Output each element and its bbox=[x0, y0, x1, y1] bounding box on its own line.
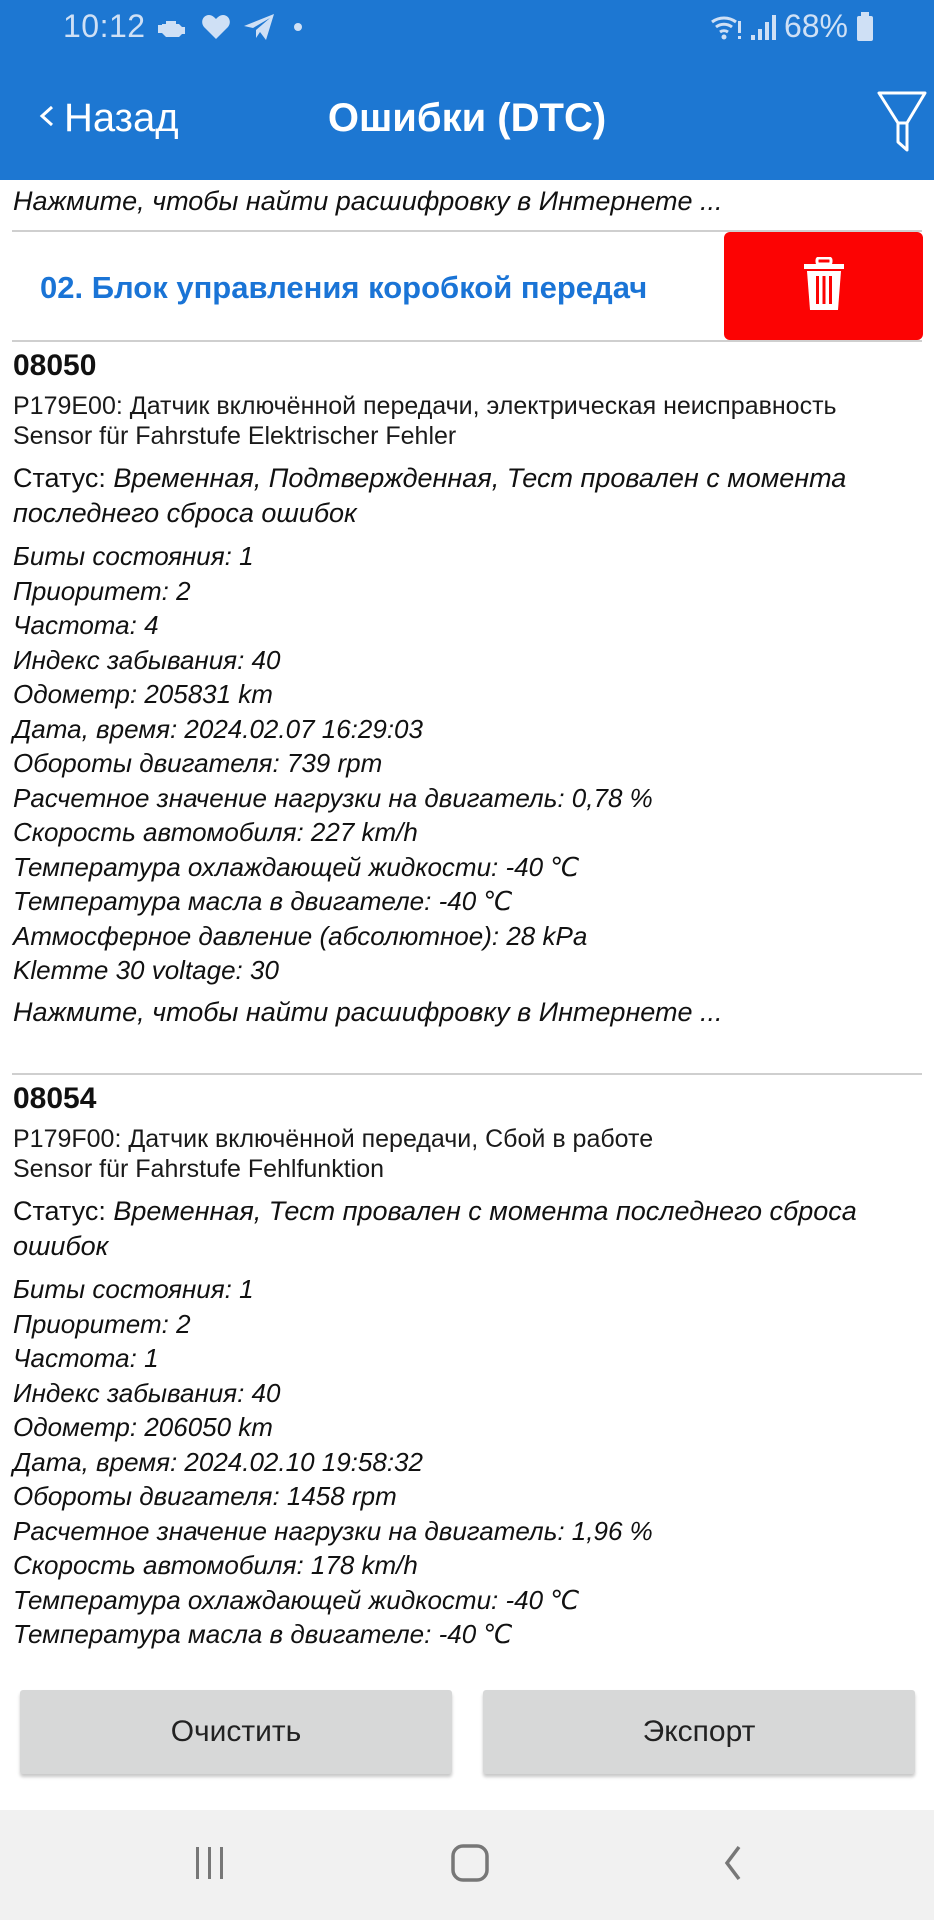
recent-apps-button[interactable] bbox=[165, 1835, 255, 1895]
status-label: Статус: bbox=[13, 463, 106, 493]
dtc-item[interactable] bbox=[13, 1078, 923, 1652]
status-bar bbox=[0, 0, 934, 56]
param-vehicle-speed: Скорость автомобиля: 227 km/h bbox=[13, 817, 418, 847]
battery-icon bbox=[856, 12, 874, 42]
wifi-icon bbox=[710, 13, 742, 41]
param-atmospheric-pressure: Атмосферное давление (абсолютное): 28 kPa bbox=[13, 920, 588, 951]
param-coolant-temp: Температура охлаждающей жидкости: -40 ℃ bbox=[13, 851, 580, 882]
param-engine-load: Расчетное значение нагрузки на двигатель: 1,96 % bbox=[13, 1515, 653, 1546]
telegram-icon bbox=[244, 14, 274, 40]
param-vehicle-speed: Скорость автомобиля: 178 km/h bbox=[13, 1550, 418, 1580]
param-frequency: Частота: 4 bbox=[13, 610, 159, 640]
status-time: 10:12 bbox=[63, 8, 146, 44]
dtc-params bbox=[13, 539, 923, 988]
back-icon bbox=[717, 1843, 747, 1888]
search-online-link[interactable]: Нажмите, чтобы найти расшифровку в Интернете ... bbox=[13, 996, 723, 1027]
system-back-button[interactable] bbox=[687, 1835, 777, 1895]
param-priority: Приоритет: 2 bbox=[13, 1308, 191, 1339]
status-value: Временная, Тест провален с момента последнего сброса ошибок bbox=[13, 1196, 857, 1261]
param-coolant-temp: Температура охлаждающей жидкости: -40 ℃ bbox=[13, 1584, 580, 1615]
param-odometer: Одометр: 206050 km bbox=[13, 1412, 273, 1442]
param-oil-temp: Температура масла в двигателе: -40 ℃ bbox=[13, 1619, 513, 1649]
home-icon bbox=[450, 1843, 490, 1888]
signal-icon bbox=[750, 13, 776, 41]
param-forget-index: Индекс забывания: 40 bbox=[13, 644, 281, 675]
trash-icon bbox=[803, 257, 845, 316]
dtc-code: 08054 bbox=[13, 1082, 97, 1115]
page-title: Ошибки (DTC) bbox=[327, 96, 607, 140]
param-datetime: Дата, время: 2024.02.10 19:58:32 bbox=[13, 1446, 423, 1477]
app-bar bbox=[0, 56, 934, 180]
filter-button[interactable] bbox=[876, 90, 928, 154]
param-status-bits: Биты состояния: 1 bbox=[13, 1274, 254, 1304]
dtc-item[interactable] bbox=[13, 345, 923, 1030]
dtc-description-ru: P179F00: Датчик включённой передачи, Сбой в работе bbox=[13, 1125, 654, 1153]
dtc-description-ru: P179E00: Датчик включённой передачи, электрическая неисправность bbox=[13, 392, 837, 420]
recent-apps-icon bbox=[190, 1845, 230, 1886]
param-engine-load: Расчетное значение нагрузки на двигатель: 0,78 % bbox=[13, 782, 653, 813]
clear-button[interactable]: Очистить bbox=[20, 1690, 452, 1774]
param-forget-index: Индекс забывания: 40 bbox=[13, 1377, 281, 1408]
param-odometer: Одометр: 205831 km bbox=[13, 679, 273, 709]
dtc-description-de: Sensor für Fahrstufe Fehlfunktion bbox=[13, 1155, 385, 1183]
dtc-code: 08050 bbox=[13, 349, 97, 382]
dtc-status bbox=[13, 461, 923, 531]
dot-icon bbox=[288, 17, 308, 37]
param-oil-temp: Температура масла в двигателе: -40 ℃ bbox=[13, 886, 513, 916]
param-engine-rpm: Обороты двигателя: 1458 rpm bbox=[13, 1481, 397, 1511]
back-label: Назад bbox=[64, 96, 179, 140]
section-title: 02. Блок управления коробкой передач bbox=[40, 270, 648, 305]
home-button[interactable] bbox=[425, 1835, 515, 1895]
delete-button[interactable] bbox=[724, 232, 923, 340]
export-button[interactable]: Экспорт bbox=[483, 1690, 915, 1774]
system-status bbox=[710, 8, 874, 45]
dtc-description-de: Sensor für Fahrstufe Elektrischer Fehler bbox=[13, 422, 457, 450]
dtc-params bbox=[13, 1272, 923, 1652]
param-datetime: Дата, время: 2024.02.07 16:29:03 bbox=[13, 713, 423, 744]
param-engine-rpm: Обороты двигателя: 739 rpm bbox=[13, 748, 383, 778]
dtc-list[interactable] bbox=[0, 180, 934, 1660]
param-klemme30-voltage: Klemme 30 voltage: 30 bbox=[13, 955, 279, 985]
param-status-bits: Биты состояния: 1 bbox=[13, 541, 254, 571]
param-priority: Приоритет: 2 bbox=[13, 575, 191, 606]
battery-percent: 68% bbox=[783, 8, 848, 44]
dtc-status bbox=[13, 1194, 923, 1264]
status-label: Статус: bbox=[13, 1196, 106, 1226]
heart-icon bbox=[202, 15, 230, 39]
action-bar bbox=[0, 1660, 934, 1807]
notification-icons bbox=[158, 14, 308, 40]
section-header bbox=[0, 232, 934, 342]
divider bbox=[12, 340, 922, 342]
status-value: Временная, Подтвержденная, Тест провален с момента последнего сброса ошибок bbox=[13, 463, 847, 528]
divider bbox=[12, 1073, 922, 1075]
param-frequency: Частота: 1 bbox=[13, 1343, 159, 1373]
filter-icon bbox=[876, 141, 928, 158]
system-nav-bar bbox=[0, 1810, 934, 1920]
engine-check-icon bbox=[158, 16, 188, 38]
previous-search-link[interactable]: Нажмите, чтобы найти расшифровку в Интернете ... bbox=[13, 186, 723, 216]
